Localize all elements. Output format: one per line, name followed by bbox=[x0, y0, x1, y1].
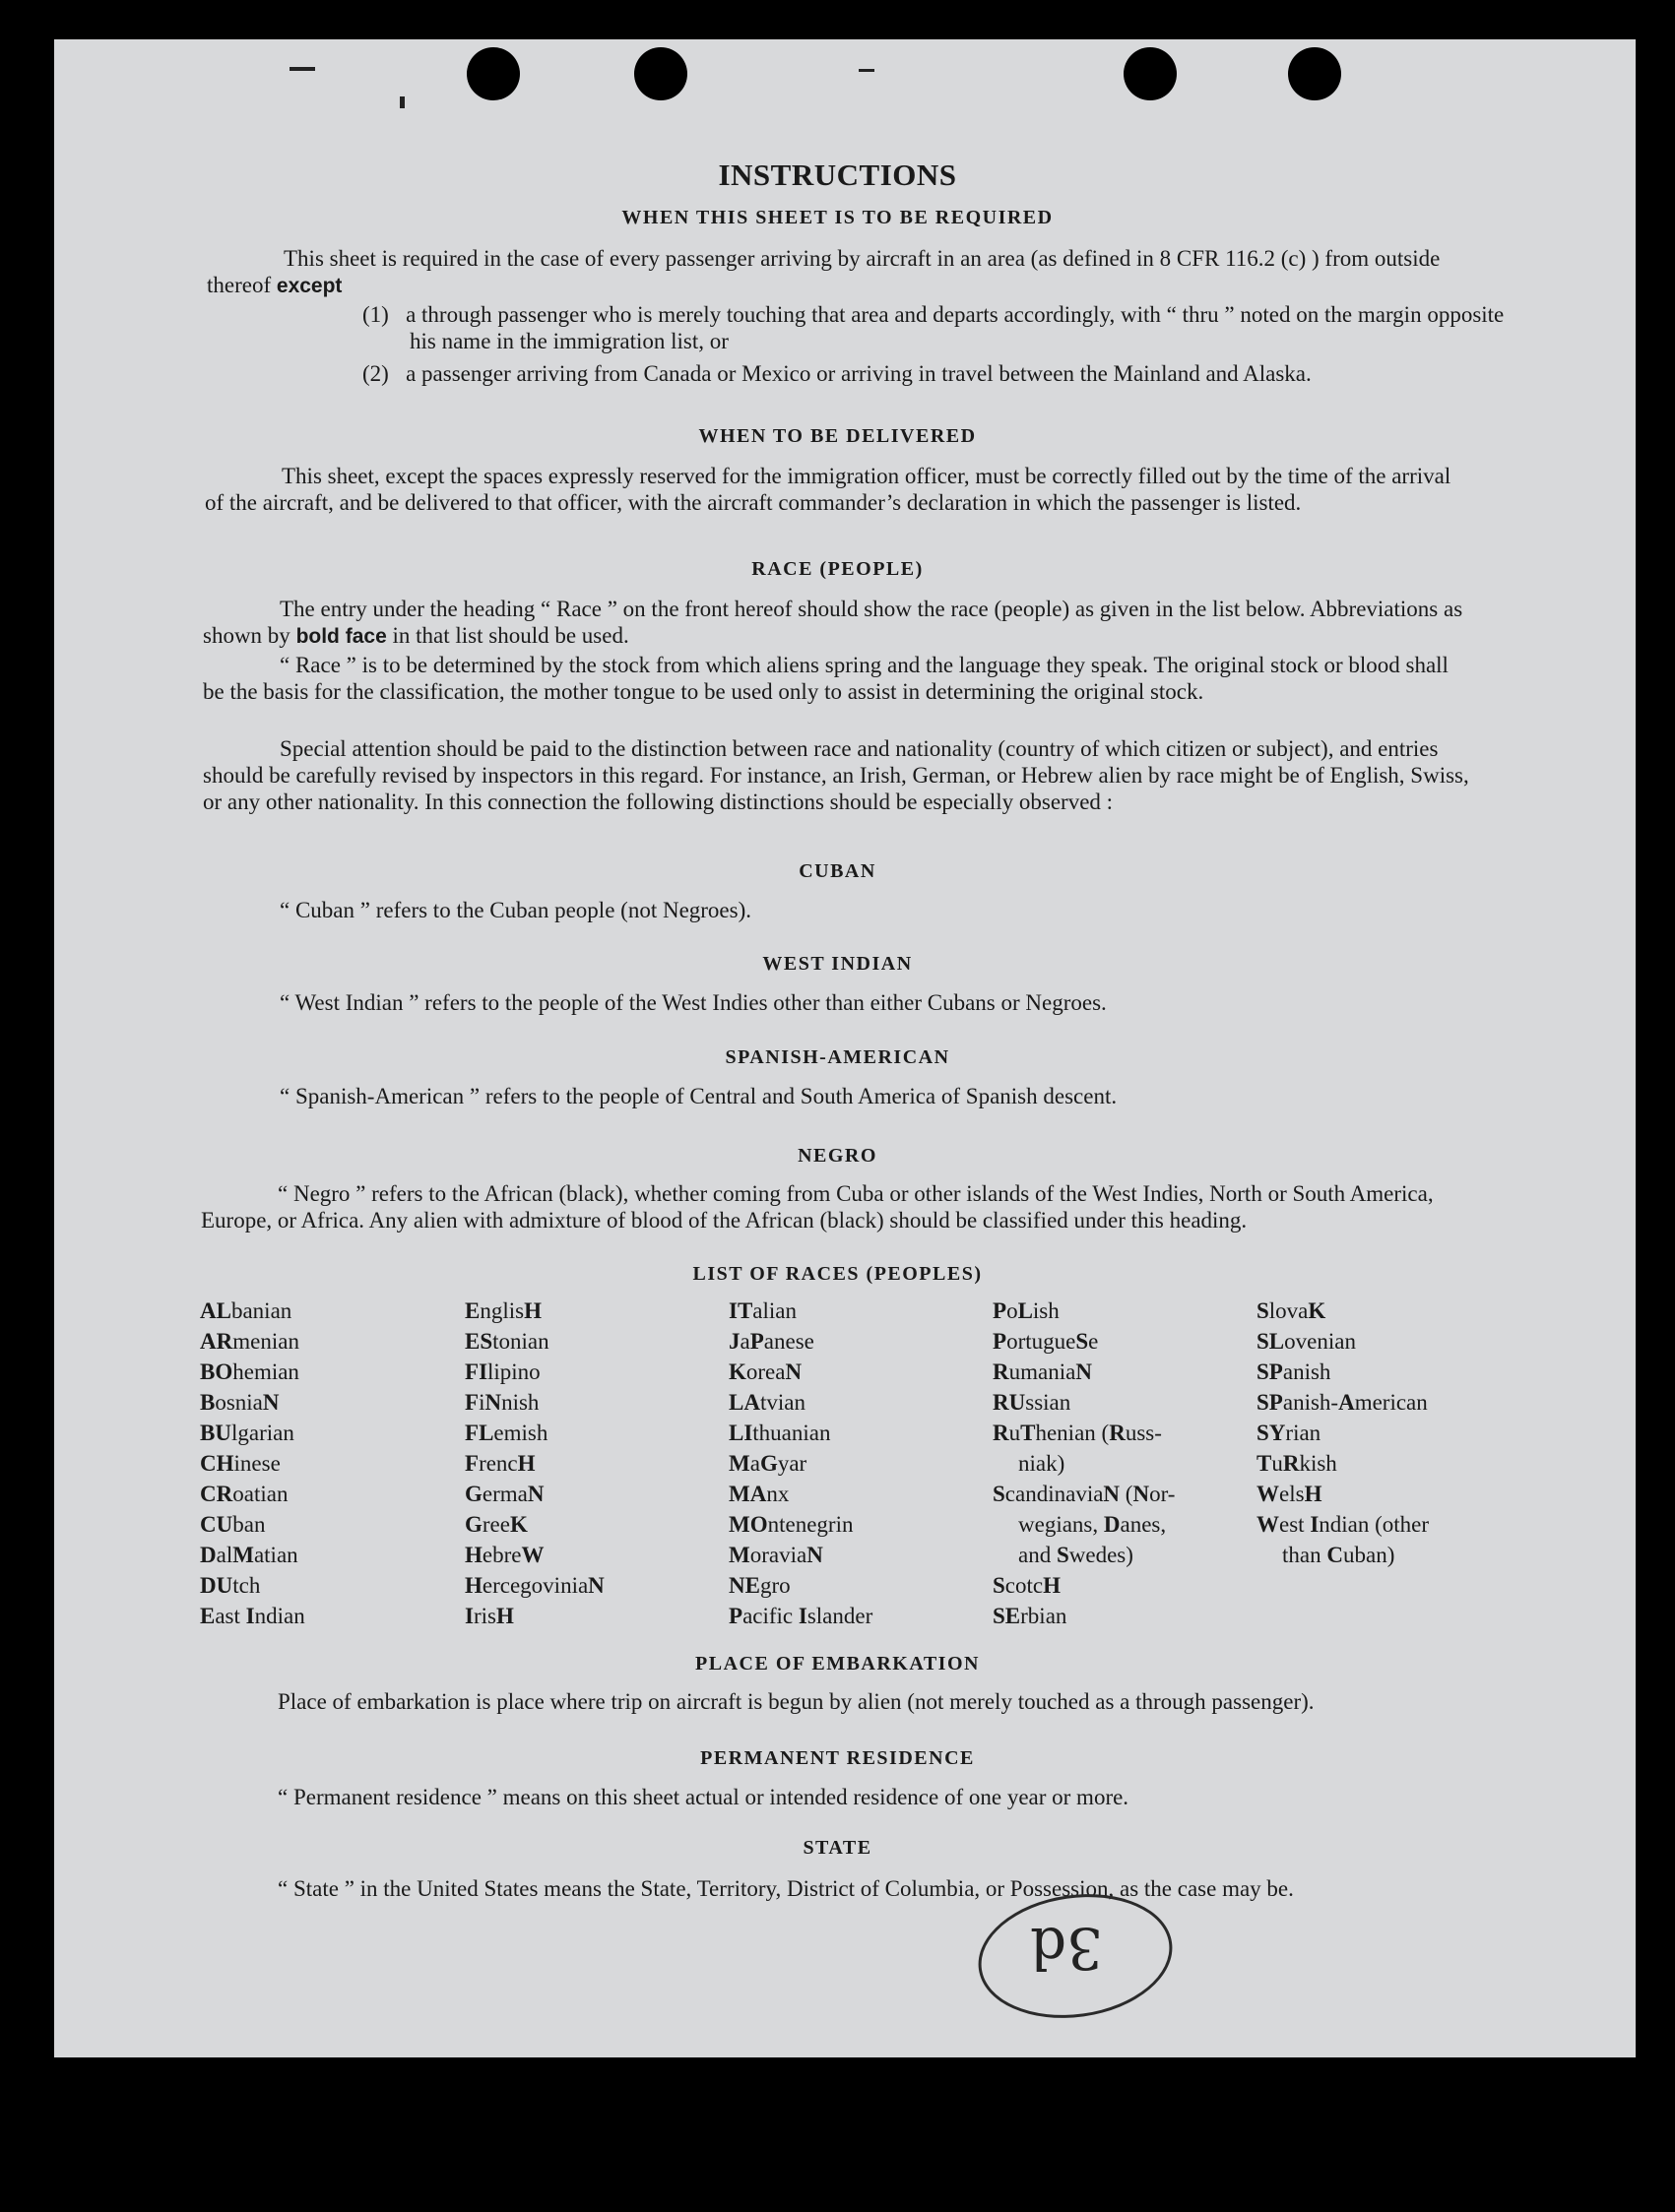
punch-hole bbox=[1124, 47, 1177, 100]
heading-cuban: CUBAN bbox=[799, 860, 876, 882]
heading-negro: NEGRO bbox=[798, 1145, 877, 1167]
race-column-5 bbox=[1256, 1296, 1429, 1570]
scan-mark bbox=[859, 69, 874, 72]
race-item: MAnx bbox=[729, 1482, 790, 1506]
exception-item-1: (1) a through passenger who is merely touching that area and departs accordingly, with “ thru ” noted on the margin opposite his name in the immigration list, or bbox=[362, 302, 1505, 353]
race-item: SYrian bbox=[1256, 1421, 1321, 1445]
paragraph-when-delivered: This sheet, except the spaces expressly reserved for the immigration officer, must be correctly filled out by the time of the arrival of the aircraft, and be delivered to that officer, with the aircraft commander’s declaration in which the passenger is listed. bbox=[205, 464, 1451, 515]
race-column-4 bbox=[993, 1296, 1175, 1631]
heading-west-indian: WEST INDIAN bbox=[762, 953, 913, 975]
paragraph-race-2: “ Race ” is to be determined by the stock from which aliens spring and the language they speak. The original stock or blood shall be the basis for the classification, the mother tongue to be used only to assist in determining the original stock. bbox=[203, 653, 1449, 704]
race-item: SPanish bbox=[1256, 1359, 1331, 1384]
race-item: FLemish bbox=[465, 1421, 548, 1445]
paragraph-embarkation: Place of embarkation is place where trip on aircraft is begun by alien (not merely touched as a through passenger). bbox=[278, 1689, 1315, 1714]
race-item: GreeK bbox=[465, 1512, 528, 1537]
race-item: SlovaK bbox=[1256, 1298, 1326, 1323]
race-item: KoreaN bbox=[729, 1359, 803, 1384]
paragraph-permanent-residence: “ Permanent residence ” means on this sheet actual or intended residence of one year or more. bbox=[278, 1785, 1129, 1809]
race-item: Pacific Islander bbox=[729, 1604, 873, 1628]
heading-spanish-american: SPANISH-AMERICAN bbox=[725, 1046, 950, 1068]
heading-state: STATE bbox=[803, 1837, 872, 1859]
race-item: ITalian bbox=[729, 1298, 797, 1323]
race-item: EnglisH bbox=[465, 1298, 542, 1323]
race-item: LIthuanian bbox=[729, 1421, 831, 1445]
race-item: West Indian (other bbox=[1256, 1512, 1430, 1537]
race-item: PoLish bbox=[993, 1298, 1060, 1323]
race-item: SErbian bbox=[993, 1604, 1067, 1628]
race-item: EStonian bbox=[465, 1329, 549, 1354]
race-item-continuation: wegians, Danes, bbox=[1018, 1512, 1167, 1537]
paragraph-west-indian: “ West Indian ” refers to the people of the West Indies other than either Cubans or Negroes. bbox=[280, 990, 1107, 1015]
race-column-2 bbox=[465, 1296, 605, 1631]
race-item: LAtvian bbox=[729, 1390, 805, 1415]
race-item: MoraviaN bbox=[729, 1543, 823, 1567]
heading-when-required: WHEN THIS SHEET IS TO BE REQUIRED bbox=[621, 207, 1054, 228]
race-item-continuation: niak) bbox=[1018, 1451, 1065, 1476]
paragraph-when-required: This sheet is required in the case of every passenger arriving by aircraft in an area (as defined in 8 CFR 116.2 (c) ) from outside thereof except bbox=[207, 246, 1441, 297]
race-item: MOntenegrin bbox=[729, 1512, 854, 1537]
race-item: TuRkish bbox=[1256, 1451, 1337, 1476]
race-column-1 bbox=[200, 1296, 305, 1631]
race-item: ARmenian bbox=[200, 1329, 299, 1354]
heading-race: RACE (PEOPLE) bbox=[751, 558, 924, 580]
race-item: MaGyar bbox=[729, 1451, 807, 1476]
punch-hole bbox=[467, 47, 520, 100]
race-item: SLovenian bbox=[1256, 1329, 1356, 1354]
punch-hole bbox=[634, 47, 687, 100]
race-item: WelsH bbox=[1256, 1482, 1322, 1506]
race-item: ScandinaviaN (Nor- bbox=[993, 1482, 1176, 1506]
race-item: RumaniaN bbox=[993, 1359, 1092, 1384]
paragraph-race-1: The entry under the heading “ Race ” on the front hereof should show the race (people) as given in the list below. Abbreviations as shown by bold face in that list should be used. bbox=[203, 597, 1463, 648]
race-item: FiNnish bbox=[465, 1390, 540, 1415]
paragraph-spanish-american: “ Spanish-American ” refers to the people of Central and South America of Spanish descent. bbox=[280, 1084, 1118, 1108]
race-item: BosniaN bbox=[200, 1390, 280, 1415]
race-item: CUban bbox=[200, 1512, 266, 1537]
race-item: CRoatian bbox=[200, 1482, 289, 1506]
race-item: HercegoviniaN bbox=[465, 1573, 605, 1598]
race-item-continuation: and Swedes) bbox=[1018, 1543, 1133, 1567]
race-item: HebreW bbox=[465, 1543, 545, 1567]
race-item: East Indian bbox=[200, 1604, 305, 1628]
race-item: FIlipino bbox=[465, 1359, 541, 1384]
punch-hole bbox=[1288, 47, 1341, 100]
race-item: CHinese bbox=[200, 1451, 281, 1476]
race-item: BOhemian bbox=[200, 1359, 299, 1384]
race-item: ALbanian bbox=[200, 1298, 292, 1323]
race-item: PortugueSe bbox=[993, 1329, 1099, 1354]
race-column-3 bbox=[729, 1296, 872, 1631]
heading-list-of-races: LIST OF RACES (PEOPLES) bbox=[692, 1263, 983, 1285]
exception-item-2: (2) a passenger arriving from Canada or Mexico or arriving in travel between the Mainland and Alaska. bbox=[362, 361, 1312, 386]
heading-when-delivered: WHEN TO BE DELIVERED bbox=[698, 425, 977, 447]
race-item: FrencH bbox=[465, 1451, 536, 1476]
race-item: NEgro bbox=[729, 1573, 791, 1598]
paragraph-cuban: “ Cuban ” refers to the Cuban people (not Negroes). bbox=[280, 898, 752, 922]
race-item: JaPanese bbox=[729, 1329, 814, 1354]
race-item: DUtch bbox=[200, 1573, 261, 1598]
race-item: RUssian bbox=[993, 1390, 1071, 1415]
race-item: IrisH bbox=[465, 1604, 514, 1628]
race-item: SPanish-American bbox=[1256, 1390, 1428, 1415]
scan-mark bbox=[400, 96, 405, 108]
race-item-continuation: than Cuban) bbox=[1282, 1543, 1395, 1567]
paragraph-race-3: Special attention should be paid to the distinction between race and nationality (country of which citizen or subject), and entries should be carefully revised by inspectors in this regard. For instance, an Irish, German, or Hebrew alien by race might be of English, Swiss, or any other nationality. In this connection the following distinctions should be especially observed : bbox=[203, 736, 1469, 814]
race-item: BUlgarian bbox=[200, 1421, 294, 1445]
race-item: ScotcH bbox=[993, 1573, 1061, 1598]
race-item: DalMatian bbox=[200, 1543, 298, 1567]
race-item: GermaN bbox=[465, 1482, 545, 1506]
heading-permanent-residence: PERMANENT RESIDENCE bbox=[700, 1747, 975, 1769]
race-item: RuThenian (Russ- bbox=[993, 1421, 1162, 1445]
paragraph-state: “ State ” in the United States means the State, Territory, District of Columbia, or Possession, as the case may be. bbox=[278, 1876, 1294, 1901]
scan-mark bbox=[290, 67, 315, 71]
paragraph-negro: “ Negro ” refers to the African (black), whether coming from Cuba or other islands of the West Indies, North or South America, Europe, or Africa. Any alien with admixture of blood of the African (black) should be classified under this heading. bbox=[201, 1181, 1434, 1232]
page-title: INSTRUCTIONS bbox=[718, 158, 957, 192]
handwritten-annotation: 3d bbox=[1030, 1915, 1104, 1982]
heading-embarkation: PLACE OF EMBARKATION bbox=[695, 1653, 980, 1675]
